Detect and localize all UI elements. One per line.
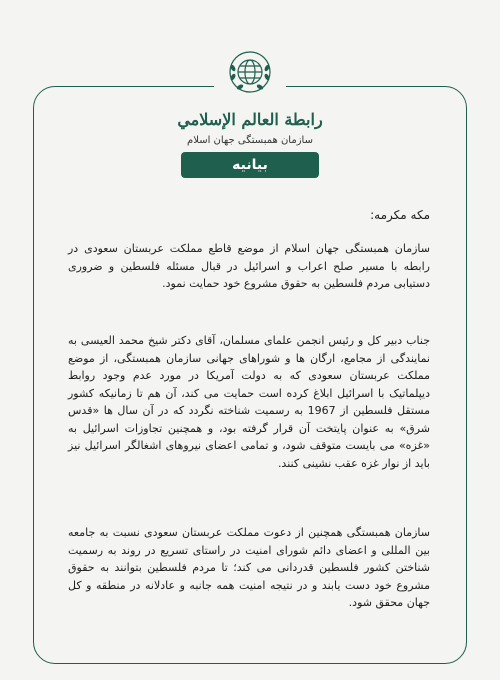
org-name-persian: سازمان همبستگی جهان اسلام — [187, 135, 313, 146]
salutation: مکه مکرمه: — [370, 208, 430, 222]
org-name-arabic: رابطة العالم الإسلامي — [177, 110, 323, 129]
title-ribbon: بیانیه — [181, 152, 319, 178]
paragraph-2: جناب دبیر کل و رئیس انجمن علمای مسلمان، آقای دکتر شیخ محمد العیسی به نمایندگی از مجامع، ارگان ها و شوراهای جهانی سازمان همبستگی، از موضع مملکت عربستان سعودی که به دولت آمریکا در مورد عدم وجود روابط دیپلماتیک با اسرائیل ابلاغ کرده است حمایت می کند، آن هم تا زمانیکه کشور مستقل فلسطین از 1967 به رسمیت شناخته نگردد که در آن سال ها «قدس شرق» به عنوان پایتخت آن قرار گرفته بود، و همچنین تجاوزات اسرائیل به «غزه» می بایست متوقف شود، و تمامی اعضای نیروهای اشغالگر اسرائیل نیز باید از نوار غزه عقب نشینی کنند. — [68, 334, 430, 470]
paragraph-1: سازمان همبستگی جهان اسلام از موضع قاطع مملکت عربستان سعودی در رابطه با مسیر صلح اعراب و اسرائیل در قبال مسئله فلسطین و ضروری دستیابی مردم فلسطین به حقوق مشروع خود حمایت نمود. — [68, 242, 430, 290]
paragraph-3: سازمان همبستگی همچنین از دعوت مملکت عربستان سعودی نسبت به جامعه بین المللی و اعضای دائم شورای امنیت در راستای تسریع در روند به رسمیت شناختن کشور فلسطین قدردانی می کند؛ تا مردم فلسطین بتوانند به حقوق مشروع خود دست یابند و در نتیجه امنیت همه جانبه و عادلانه در منطقه و کل جهان محقق شود. — [68, 526, 430, 609]
globe-wreath-emblem-icon — [228, 50, 272, 94]
